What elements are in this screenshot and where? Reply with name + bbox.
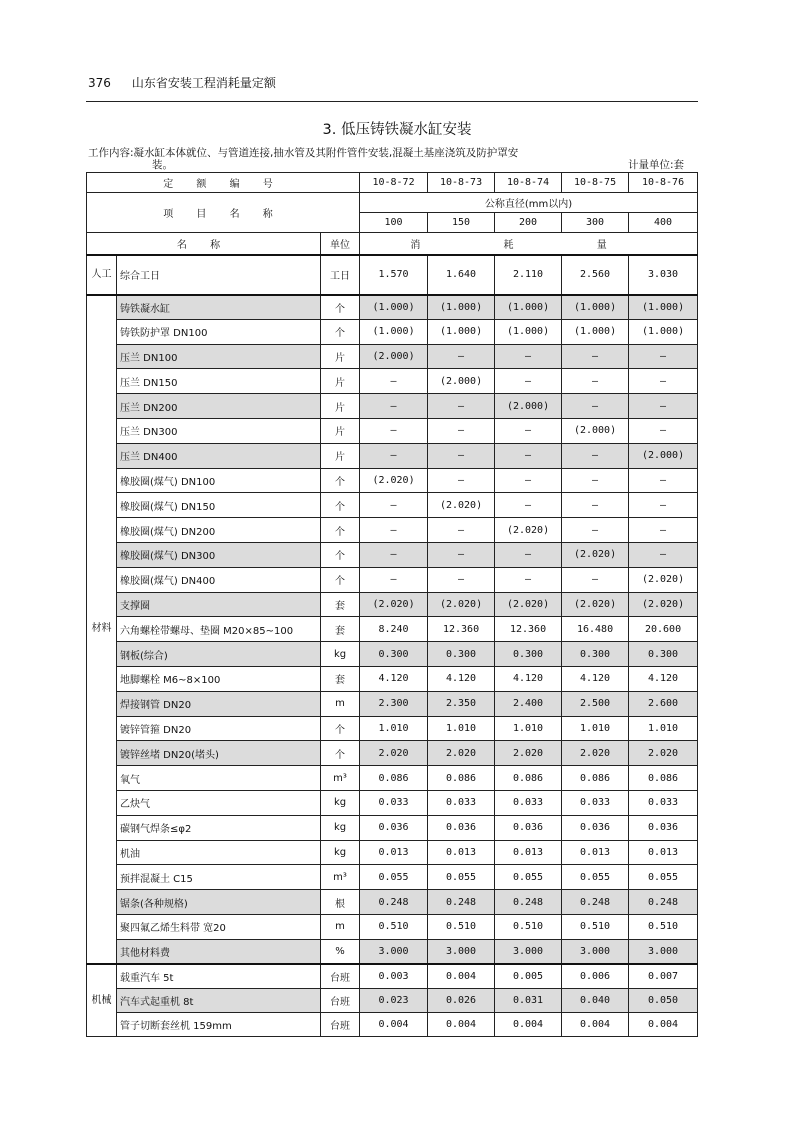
table-row (87, 865, 698, 890)
value-cell: 0.036 (360, 815, 428, 840)
book-title: 山东省安装工程消耗量定额 (131, 76, 276, 90)
value-cell: 0.013 (428, 840, 495, 865)
value-cell: — (629, 418, 698, 443)
row-unit: m (321, 691, 360, 716)
table-row (87, 716, 698, 741)
value-cell: — (629, 394, 698, 419)
value-cell: 0.036 (495, 815, 562, 840)
value-cell: (1.000) (495, 295, 562, 320)
value-cell: — (428, 567, 495, 592)
unit-note: 计量单位:套 (627, 159, 684, 171)
value-cell: 0.004 (629, 1013, 698, 1037)
table-row (87, 567, 698, 592)
table-row (87, 964, 698, 988)
table-row (87, 255, 698, 295)
value-cell: — (495, 468, 562, 493)
code-cell: 10-8-74 (495, 173, 562, 193)
value-cell: 2.020 (629, 741, 698, 766)
value-cell: 2.350 (428, 691, 495, 716)
value-cell: 0.040 (562, 988, 629, 1012)
table-row (87, 939, 698, 964)
value-cell: (1.000) (428, 295, 495, 320)
table-row (87, 443, 698, 468)
value-cell: (2.020) (428, 592, 495, 617)
value-cell: 0.510 (495, 914, 562, 939)
value-cell: — (360, 542, 428, 567)
value-cell: — (428, 518, 495, 543)
value-cell: 0.248 (629, 890, 698, 915)
value-cell: 4.120 (428, 666, 495, 691)
name-label: 名 称 (87, 233, 321, 255)
value-cell: 0.055 (562, 865, 629, 890)
value-cell: 2.300 (360, 691, 428, 716)
value-cell: — (562, 493, 629, 518)
value-cell: — (495, 443, 562, 468)
value-cell: 0.510 (428, 914, 495, 939)
value-cell: — (428, 443, 495, 468)
row-name: 氧气 (117, 766, 321, 791)
row-name: 橡胶圈(煤气) DN100 (117, 468, 321, 493)
row-unit: 套 (321, 617, 360, 642)
row-name: 锯条(各种规格) (117, 890, 321, 915)
work-content (88, 147, 698, 171)
value-cell: (1.000) (428, 319, 495, 344)
value-cell: — (562, 567, 629, 592)
value-cell: 0.033 (562, 790, 629, 815)
row-unit: m³ (321, 865, 360, 890)
row-name: 载重汽车 5t (117, 964, 321, 988)
value-cell: 2.500 (562, 691, 629, 716)
value-cell: (2.000) (495, 394, 562, 419)
value-cell: — (495, 567, 562, 592)
row-name: 镀锌管箍 DN20 (117, 716, 321, 741)
value-cell: — (629, 518, 698, 543)
table-row (87, 741, 698, 766)
value-cell: 2.020 (495, 741, 562, 766)
category-labor: 人工 (87, 255, 117, 295)
value-cell: — (360, 493, 428, 518)
row-name: 钢板(综合) (117, 642, 321, 667)
value-cell: 0.003 (360, 964, 428, 988)
value-cell: — (495, 542, 562, 567)
value-cell: — (360, 567, 428, 592)
value-cell: (2.020) (562, 592, 629, 617)
value-cell: 4.120 (360, 666, 428, 691)
row-name: 乙炔气 (117, 790, 321, 815)
row-unit: m (321, 914, 360, 939)
value-cell: 0.005 (495, 964, 562, 988)
value-cell: (2.020) (360, 468, 428, 493)
value-cell: 0.033 (629, 790, 698, 815)
value-cell: 0.086 (360, 766, 428, 791)
row-unit: 个 (321, 493, 360, 518)
value-cell: — (428, 394, 495, 419)
value-cell: (2.020) (495, 518, 562, 543)
value-cell: 0.055 (629, 865, 698, 890)
row-unit: 片 (321, 394, 360, 419)
value-cell: 0.023 (360, 988, 428, 1012)
table-row (87, 369, 698, 394)
row-unit: 台班 (321, 1013, 360, 1037)
category-materials: 材料 (87, 295, 117, 965)
value-cell: 3.000 (562, 939, 629, 964)
value-cell: 0.033 (495, 790, 562, 815)
value-cell: — (629, 344, 698, 369)
row-unit: 个 (321, 716, 360, 741)
value-cell: (1.000) (562, 295, 629, 320)
value-cell: 0.013 (629, 840, 698, 865)
value-cell: (1.000) (495, 319, 562, 344)
table-row (87, 592, 698, 617)
value-cell: 0.248 (562, 890, 629, 915)
value-cell: 0.026 (428, 988, 495, 1012)
row-unit: 个 (321, 468, 360, 493)
row-name: 预拌混凝土 C15 (117, 865, 321, 890)
value-cell: 0.050 (629, 988, 698, 1012)
value-cell: 1.010 (495, 716, 562, 741)
value-cell: 0.006 (562, 964, 629, 988)
row-unit: 个 (321, 567, 360, 592)
value-cell: — (629, 468, 698, 493)
value-cell: — (562, 369, 629, 394)
row-unit: 片 (321, 418, 360, 443)
value-cell: (2.000) (428, 369, 495, 394)
table-row (87, 815, 698, 840)
table-row (87, 394, 698, 419)
row-name: 地脚螺栓 M6~8×100 (117, 666, 321, 691)
row-name: 铸铁凝水缸 (117, 295, 321, 320)
value-cell: 0.086 (562, 766, 629, 791)
value-cell: (2.020) (428, 493, 495, 518)
value-cell: 0.300 (360, 642, 428, 667)
row-name: 机油 (117, 840, 321, 865)
row-unit: 片 (321, 369, 360, 394)
row-unit: kg (321, 815, 360, 840)
value-cell: 0.004 (428, 1013, 495, 1037)
value-cell: — (428, 542, 495, 567)
table-row (87, 642, 698, 667)
row-name: 焊接钢管 DN20 (117, 691, 321, 716)
value-cell: 0.248 (428, 890, 495, 915)
spec-row (87, 193, 698, 213)
value-cell: 0.013 (562, 840, 629, 865)
header-rule (86, 101, 698, 102)
value-cell: (1.000) (629, 319, 698, 344)
row-unit: kg (321, 642, 360, 667)
table-row (87, 617, 698, 642)
table-row (87, 518, 698, 543)
size-cell: 400 (629, 213, 698, 233)
value-cell: (2.000) (562, 418, 629, 443)
value-cell: 3.000 (495, 939, 562, 964)
row-name: 压兰 DN300 (117, 418, 321, 443)
value-cell: — (360, 369, 428, 394)
value-cell: (2.000) (629, 443, 698, 468)
value-cell: — (562, 394, 629, 419)
value-cell: 0.004 (495, 1013, 562, 1037)
value-cell: (1.000) (360, 319, 428, 344)
value-cell: 0.086 (629, 766, 698, 791)
table-row (87, 418, 698, 443)
table-row (87, 914, 698, 939)
value-cell: — (562, 518, 629, 543)
value-cell: — (495, 344, 562, 369)
value-cell: — (360, 394, 428, 419)
value-cell: (1.000) (360, 295, 428, 320)
code-row (87, 173, 698, 193)
row-unit: 个 (321, 542, 360, 567)
table-row (87, 790, 698, 815)
row-name: 橡胶圈(煤气) DN400 (117, 567, 321, 592)
value-cell: 0.086 (428, 766, 495, 791)
value-cell: — (495, 493, 562, 518)
code-label: 定 额 编 号 (87, 173, 360, 193)
row-unit: kg (321, 840, 360, 865)
table-row (87, 766, 698, 791)
value-cell: (1.000) (629, 295, 698, 320)
table-row (87, 691, 698, 716)
value-cell: 0.510 (629, 914, 698, 939)
value-cell: 0.248 (360, 890, 428, 915)
value-cell: 2.110 (495, 255, 562, 295)
row-unit: 个 (321, 295, 360, 320)
value-cell: 0.055 (495, 865, 562, 890)
value-cell: 0.036 (629, 815, 698, 840)
value-cell: 0.510 (360, 914, 428, 939)
row-unit: 套 (321, 592, 360, 617)
value-cell: 12.360 (495, 617, 562, 642)
value-cell: 1.010 (360, 716, 428, 741)
value-cell: — (562, 468, 629, 493)
row-name: 橡胶圈(煤气) DN200 (117, 518, 321, 543)
value-cell: 16.480 (562, 617, 629, 642)
table-row (87, 988, 698, 1012)
value-cell: 0.004 (562, 1013, 629, 1037)
value-cell: 3.030 (629, 255, 698, 295)
row-name: 聚四氟乙烯生料带 宽20 (117, 914, 321, 939)
value-cell: (1.000) (562, 319, 629, 344)
value-cell: — (360, 518, 428, 543)
table-row (87, 666, 698, 691)
value-cell: 12.360 (428, 617, 495, 642)
page-number: 376 (88, 76, 111, 90)
table-row (87, 1013, 698, 1037)
value-cell: 0.036 (562, 815, 629, 840)
row-name: 橡胶圈(煤气) DN150 (117, 493, 321, 518)
row-unit: % (321, 939, 360, 964)
value-cell: 0.031 (495, 988, 562, 1012)
size-cell: 300 (562, 213, 629, 233)
value-cell: — (495, 369, 562, 394)
value-cell: 0.007 (629, 964, 698, 988)
value-cell: — (428, 344, 495, 369)
size-cell: 150 (428, 213, 495, 233)
value-cell: — (629, 369, 698, 394)
row-name: 支撑圈 (117, 592, 321, 617)
value-cell: 4.120 (629, 666, 698, 691)
unit-label: 单位 (321, 233, 360, 255)
value-cell: 0.033 (360, 790, 428, 815)
value-cell: 2.020 (360, 741, 428, 766)
value-cell: — (629, 542, 698, 567)
value-cell: 0.248 (495, 890, 562, 915)
value-cell: (2.020) (495, 592, 562, 617)
row-unit: 台班 (321, 964, 360, 988)
value-cell: — (428, 418, 495, 443)
row-unit: 工日 (321, 255, 360, 295)
code-cell: 10-8-75 (562, 173, 629, 193)
row-unit: 套 (321, 666, 360, 691)
value-cell: — (629, 493, 698, 518)
spec-label: 公称直径(mm以内) (360, 193, 698, 213)
value-cell: 0.036 (428, 815, 495, 840)
row-unit: 个 (321, 319, 360, 344)
value-cell: 1.010 (629, 716, 698, 741)
value-cell: — (360, 443, 428, 468)
row-unit: 片 (321, 344, 360, 369)
value-cell: 2.020 (428, 741, 495, 766)
value-cell: 0.055 (428, 865, 495, 890)
value-cell: — (562, 344, 629, 369)
row-unit: 片 (321, 443, 360, 468)
value-cell: — (495, 418, 562, 443)
item-label: 项 目 名 称 (87, 193, 360, 233)
value-cell: 8.240 (360, 617, 428, 642)
row-unit: 个 (321, 518, 360, 543)
row-name: 碳钢气焊条≤φ2 (117, 815, 321, 840)
value-cell: 3.000 (428, 939, 495, 964)
value-cell: (2.020) (562, 542, 629, 567)
row-name: 压兰 DN100 (117, 344, 321, 369)
table-row (87, 542, 698, 567)
row-name: 压兰 DN200 (117, 394, 321, 419)
table-row (87, 295, 698, 320)
row-name: 六角螺栓带螺母、垫圈 M20×85~100 (117, 617, 321, 642)
value-cell: — (428, 468, 495, 493)
row-name: 汽车式起重机 8t (117, 988, 321, 1012)
value-cell: (2.000) (360, 344, 428, 369)
value-cell: 1.570 (360, 255, 428, 295)
table-row (87, 890, 698, 915)
row-unit: 台班 (321, 988, 360, 1012)
value-cell: 0.300 (428, 642, 495, 667)
value-cell: 4.120 (562, 666, 629, 691)
value-cell: (2.020) (360, 592, 428, 617)
row-name: 压兰 DN400 (117, 443, 321, 468)
table-row (87, 468, 698, 493)
value-cell: 0.300 (629, 642, 698, 667)
row-name: 其他材料费 (117, 939, 321, 964)
row-unit: m³ (321, 766, 360, 791)
value-cell: — (360, 418, 428, 443)
value-cell: 1.010 (428, 716, 495, 741)
value-cell: (2.020) (629, 567, 698, 592)
value-cell: 3.000 (629, 939, 698, 964)
value-cell: 2.560 (562, 255, 629, 295)
value-cell: 0.004 (360, 1013, 428, 1037)
row-name: 综合工日 (117, 255, 321, 295)
row-name: 橡胶圈(煤气) DN300 (117, 542, 321, 567)
table-row (87, 840, 698, 865)
value-cell: 0.033 (428, 790, 495, 815)
code-cell: 10-8-72 (360, 173, 428, 193)
value-cell: 0.013 (495, 840, 562, 865)
consumption-label: 消 耗 量 (360, 233, 698, 255)
value-cell: 0.510 (562, 914, 629, 939)
value-cell: — (562, 443, 629, 468)
value-cell: 2.020 (562, 741, 629, 766)
row-unit: 个 (321, 741, 360, 766)
row-unit: 根 (321, 890, 360, 915)
work-content-line1: 凝水缸本体就位、与管道连接,抽水管及其附件管件安装,混凝土基座浇筑及防护罩安 (133, 147, 519, 159)
value-cell: 20.600 (629, 617, 698, 642)
quota-table (86, 172, 698, 1037)
code-cell: 10-8-73 (428, 173, 495, 193)
work-content-label: 工作内容: (88, 147, 134, 159)
value-cell: 1.640 (428, 255, 495, 295)
value-cell: 0.004 (428, 964, 495, 988)
row-name: 铸铁防护罩 DN100 (117, 319, 321, 344)
value-cell: 0.300 (562, 642, 629, 667)
table-row (87, 344, 698, 369)
value-cell: 0.086 (495, 766, 562, 791)
value-cell: 3.000 (360, 939, 428, 964)
page-header (88, 74, 276, 91)
section-title: 3. 低压铸铁凝水缸安装 (322, 122, 472, 138)
value-cell: 0.055 (360, 865, 428, 890)
row-name: 管子切断套丝机 159mm (117, 1013, 321, 1037)
category-machinery: 机械 (87, 964, 117, 1037)
value-cell: 2.400 (495, 691, 562, 716)
size-cell: 100 (360, 213, 428, 233)
row-name: 镀锌丝堵 DN20(堵头) (117, 741, 321, 766)
size-cell: 200 (495, 213, 562, 233)
row-name: 压兰 DN150 (117, 369, 321, 394)
value-cell: (2.020) (629, 592, 698, 617)
work-content-line2: 装。 (152, 159, 173, 171)
table-row (87, 493, 698, 518)
value-cell: 0.300 (495, 642, 562, 667)
code-cell: 10-8-76 (629, 173, 698, 193)
value-cell: 0.013 (360, 840, 428, 865)
value-cell: 2.600 (629, 691, 698, 716)
column-header-row (87, 233, 698, 255)
row-unit: kg (321, 790, 360, 815)
value-cell: 1.010 (562, 716, 629, 741)
value-cell: 4.120 (495, 666, 562, 691)
table-row (87, 319, 698, 344)
